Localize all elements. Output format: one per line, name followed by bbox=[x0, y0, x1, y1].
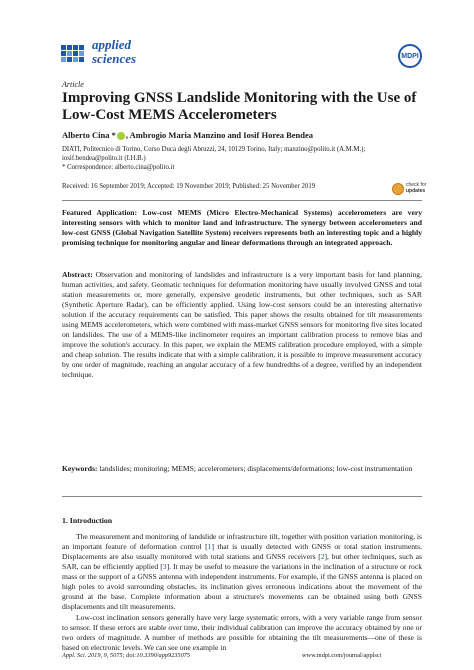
featured-application: Featured Application: Low-cost MEMS (Micro Electro-Mechanical Systems) accelerometers are very interesting sensors with which to monitor land and infrastructure. The synergy between accelerometers and low-cost GNSS (Global Navigation Satellite System) receivers represents both an interesting topic and a highly promising technique for monitoring angular and linear deformations through an integrated approach. bbox=[62, 208, 422, 247]
text-run: The measurement and monitoring of landslide or infrastructure tilt, together with position variation monitoring, is an important feature of deformation control [ bbox=[62, 532, 422, 551]
orcid-icon[interactable] bbox=[117, 132, 125, 140]
affiliation-line-2: iosif.bendea@polito.it (I.H.B.) bbox=[62, 155, 146, 162]
section-heading: 1. Introduction bbox=[62, 516, 113, 525]
keywords-label: Keywords: bbox=[62, 464, 98, 473]
check-updates-icon bbox=[392, 183, 404, 195]
check-for-updates-button[interactable] bbox=[392, 180, 428, 198]
publication-dates: Received: 16 September 2019; Accepted: 19 November 2019; Published: 25 November 2019 bbox=[62, 183, 316, 190]
author-1: Alberto Cina * bbox=[62, 130, 116, 140]
check-updates-line1: check for bbox=[406, 182, 427, 188]
journal-logo-icon bbox=[60, 42, 86, 64]
footer-citation: Appl. Sci. 2019, 9, 5075; doi:10.3390/app9235075 bbox=[62, 652, 191, 659]
abstract bbox=[62, 270, 422, 380]
paragraph bbox=[62, 532, 422, 612]
keywords bbox=[62, 464, 422, 474]
paragraph: Low-cost inclination sensors generally have very large systematic errors, with a very variable range from sensor to sensor. If these errors are stable over time, their individual calibration can improve the accuracy obtained by one or two orders of magnitude. A number of methods are possible for obtaining the tilt measurements—one of these is based on electronic levels. We can see one example in bbox=[62, 613, 422, 652]
text-run: ] that is usually detected with GNSS or total station instruments. Displacements are also usually monitored with total stations and GNSS receivers [ bbox=[62, 542, 422, 561]
citation-link[interactable]: 1 bbox=[207, 542, 212, 551]
journal-name-line1: applied bbox=[92, 37, 131, 52]
body-text bbox=[62, 532, 422, 654]
author-others: , Ambrogio Maria Manzino and Iosif Horea Bendea bbox=[125, 130, 314, 140]
journal-name bbox=[92, 38, 136, 66]
abstract-label: Abstract: bbox=[62, 270, 93, 279]
author-list bbox=[62, 130, 422, 140]
correspondence: * Correspondence: alberto.cina@polito.it bbox=[62, 164, 175, 171]
keywords-text: landslides; monitoring; MEMS; accelerometers; displacements/deformations; low-cost instrumentation bbox=[97, 464, 413, 473]
citation-link[interactable]: 3 bbox=[162, 562, 167, 571]
affiliation-line-1: DIATI, Politecnico di Torino, Corso Duca degli Abruzzi, 24, 10129 Torino, Italy; manzino@polito.it (A.M.M.); bbox=[62, 146, 366, 153]
mdpi-logo: MDPI bbox=[398, 44, 422, 68]
abstract-text: Observation and monitoring of landslides and infrastructure is a very important basis for land planning, human activities, and safety. Geomatic techniques for deformation monitoring have usually involved GNSS and total station measurements or, more generally, expensive geodetic instruments, but other techniques, such as SAR (Synthetic Aperture Radar), can be efficiently applied. Using low-cost sensors could be an interesting alternative solution if the accuracy requirements can be satisfied. This paper shows the results obtained for tilt measurements using MEMS accelerometers, which were combined with mass-market GNSS sensors for monitoring five sites located on landslides. The use of a MEMS-like inclinometer requires an important calibration process to remove bias and improve the solution's accuracy. In this paper, we explain the MEMS calibration procedure employed, with a simple and cheap solution. The results indicate that with a simple calibration, it is possible to improve measurement accuracy by one order of magnitude, reaching an angular accuracy of a few hundredths of a degree, verified by an independent technique. bbox=[62, 270, 422, 379]
citation-link[interactable]: 2 bbox=[320, 552, 325, 561]
affiliations bbox=[62, 145, 422, 172]
paper-title: Improving GNSS Landslide Monitoring with the Use of Low-Cost MEMS Accelerometers bbox=[62, 90, 417, 123]
divider bbox=[62, 496, 422, 497]
journal-name-line2: sciences bbox=[92, 51, 137, 66]
text-run: ]. It may be useful to measure the variations in the inclination of a structure or rock mass or the support of a GNSS antenna with independent instruments. For example, if the GNSS antenna is placed on high poles to avoid surrounding obstacles, its inclination gives erroneous indications about the movement of the ground at the base. Complete information about a structure's movements can be obtained using both GNSS displacements and tilt measurements. bbox=[62, 562, 422, 611]
check-updates-line2: updates bbox=[406, 188, 426, 194]
footer-url[interactable]: www.mdpi.com/journal/applsci bbox=[302, 652, 382, 659]
divider bbox=[62, 200, 422, 201]
article-type: Article bbox=[62, 80, 84, 89]
text-run: ], but other techniques, such as SAR, can be efficiently applied [ bbox=[62, 552, 423, 571]
